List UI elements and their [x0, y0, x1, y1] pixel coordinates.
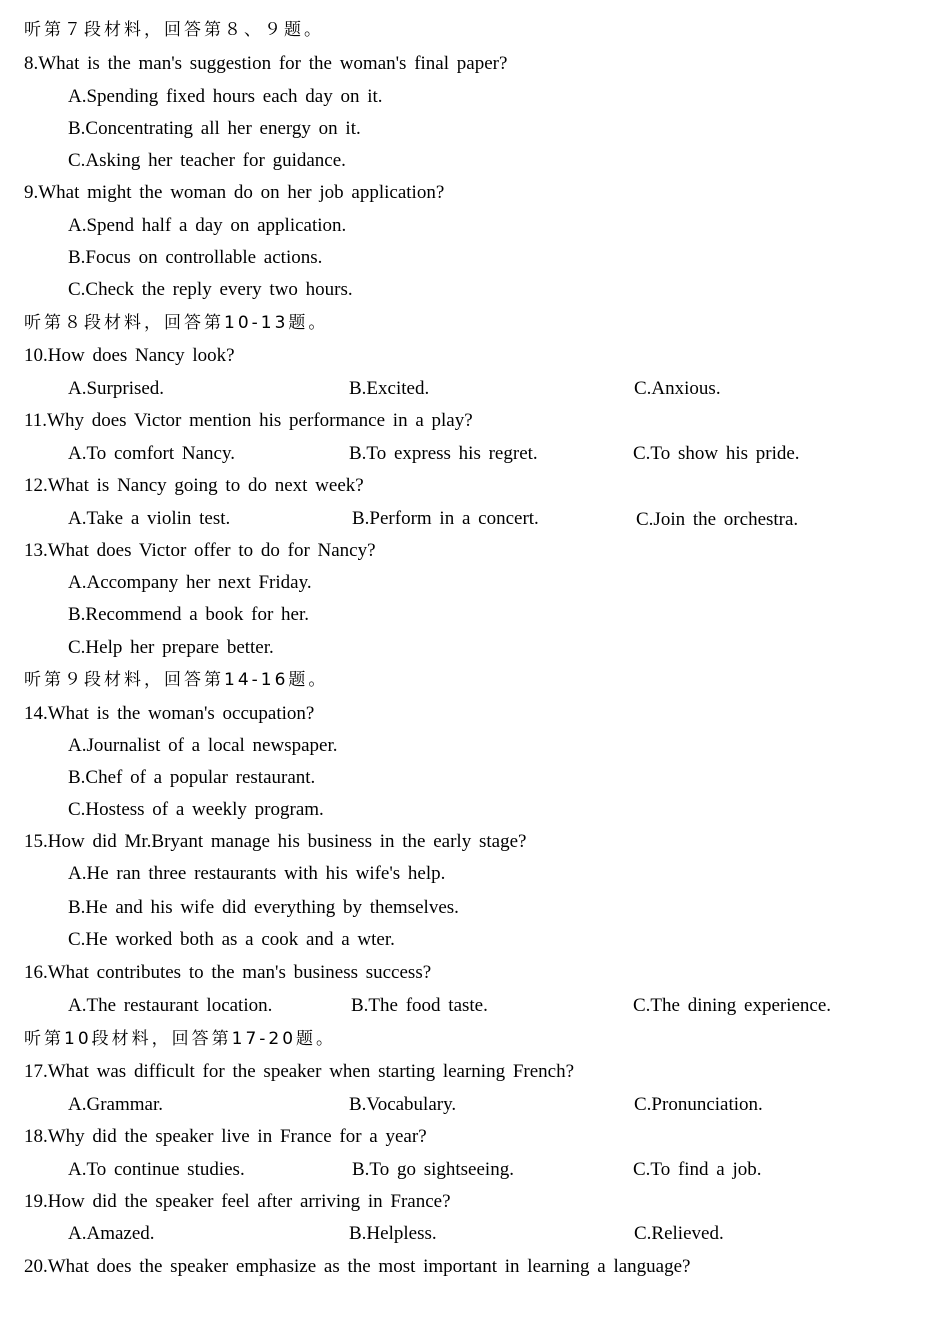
section-heading: 听第８段材料，回答第10-13题。 [24, 313, 329, 333]
q10-option-c: C.Anxious. [634, 378, 721, 399]
q11-option-c: C.To show his pride. [633, 443, 800, 464]
q9-option-b: B.Focus on controllable actions. [68, 247, 323, 268]
question-12: 12.What is Nancy going to do next week? [24, 475, 364, 496]
q11-option-a: A.To comfort Nancy. [68, 443, 235, 464]
q18-option-b: B.To go sightseeing. [352, 1159, 514, 1180]
section-heading: 听第７段材料，回答第８、９题。 [24, 20, 324, 40]
q12-option-c: C.Join the orchestra. [636, 509, 799, 530]
question-10: 10.How does Nancy look? [24, 345, 235, 366]
question-17: 17.What was difficult for the speaker when starting learning French? [24, 1061, 575, 1082]
q19-option-c: C.Relieved. [634, 1223, 724, 1244]
question-19: 19.How did the speaker feel after arriving in France? [24, 1191, 451, 1212]
question-16: 16.What contributes to the man's business success? [24, 962, 432, 983]
question-18: 18.Why did the speaker live in France for a year? [24, 1126, 427, 1147]
q8-option-b: B.Concentrating all her energy on it. [68, 118, 361, 139]
question-13: 13.What does Victor offer to do for Nancy? [24, 540, 376, 561]
q10-option-a: A.Surprised. [68, 378, 165, 399]
q14-option-c: C.Hostess of a weekly program. [68, 799, 324, 820]
q15-option-a: A.He ran three restaurants with his wife's help. [68, 863, 446, 884]
q16-option-c: C.The dining experience. [633, 995, 832, 1016]
q14-option-a: A.Journalist of a local newspaper. [68, 735, 338, 756]
q8-option-a: A.Spending fixed hours each day on it. [68, 86, 383, 107]
q19-option-b: B.Helpless. [349, 1223, 437, 1244]
q17-option-b: B.Vocabulary. [349, 1094, 457, 1115]
section-heading: 听第10段材料，回答第17-20题。 [24, 1029, 337, 1049]
question-11: 11.Why does Victor mention his performance in a play? [24, 410, 473, 431]
q13-option-a: A.Accompany her next Friday. [68, 572, 312, 593]
q15-option-b: B.He and his wife did everything by themselves. [68, 897, 459, 918]
q18-option-c: C.To find a job. [633, 1159, 762, 1180]
q9-option-a: A.Spend half a day on application. [68, 215, 347, 236]
q12-option-b: B.Perform in a concert. [352, 508, 539, 529]
q10-option-b: B.Excited. [349, 378, 430, 399]
q15-option-c: C.He worked both as a cook and a wter. [68, 929, 395, 950]
q17-option-a: A.Grammar. [68, 1094, 163, 1115]
q13-option-b: B.Recommend a book for her. [68, 604, 310, 625]
q8-option-c: C.Asking her teacher for guidance. [68, 150, 346, 171]
q13-option-c: C.Help her prepare better. [68, 637, 274, 658]
section-heading: 听第９段材料，回答第14-16题。 [24, 670, 329, 690]
question-20: 20.What does the speaker emphasize as the most important in learning a language? [24, 1256, 691, 1277]
question-8: 8.What is the man's suggestion for the woman's final paper? [24, 53, 508, 74]
q11-option-b: B.To express his regret. [349, 443, 538, 464]
q16-option-a: A.The restaurant location. [68, 995, 273, 1016]
q19-option-a: A.Amazed. [68, 1223, 155, 1244]
question-14: 14.What is the woman's occupation? [24, 703, 315, 724]
q17-option-c: C.Pronunciation. [634, 1094, 763, 1115]
q9-option-c: C.Check the reply every two hours. [68, 279, 353, 300]
q12-option-a: A.Take a violin test. [68, 508, 231, 529]
q16-option-b: B.The food taste. [351, 995, 488, 1016]
question-9: 9.What might the woman do on her job application? [24, 182, 445, 203]
q14-option-b: B.Chef of a popular restaurant. [68, 767, 316, 788]
q18-option-a: A.To continue studies. [68, 1159, 245, 1180]
question-15: 15.How did Mr.Bryant manage his business in the early stage? [24, 831, 527, 852]
